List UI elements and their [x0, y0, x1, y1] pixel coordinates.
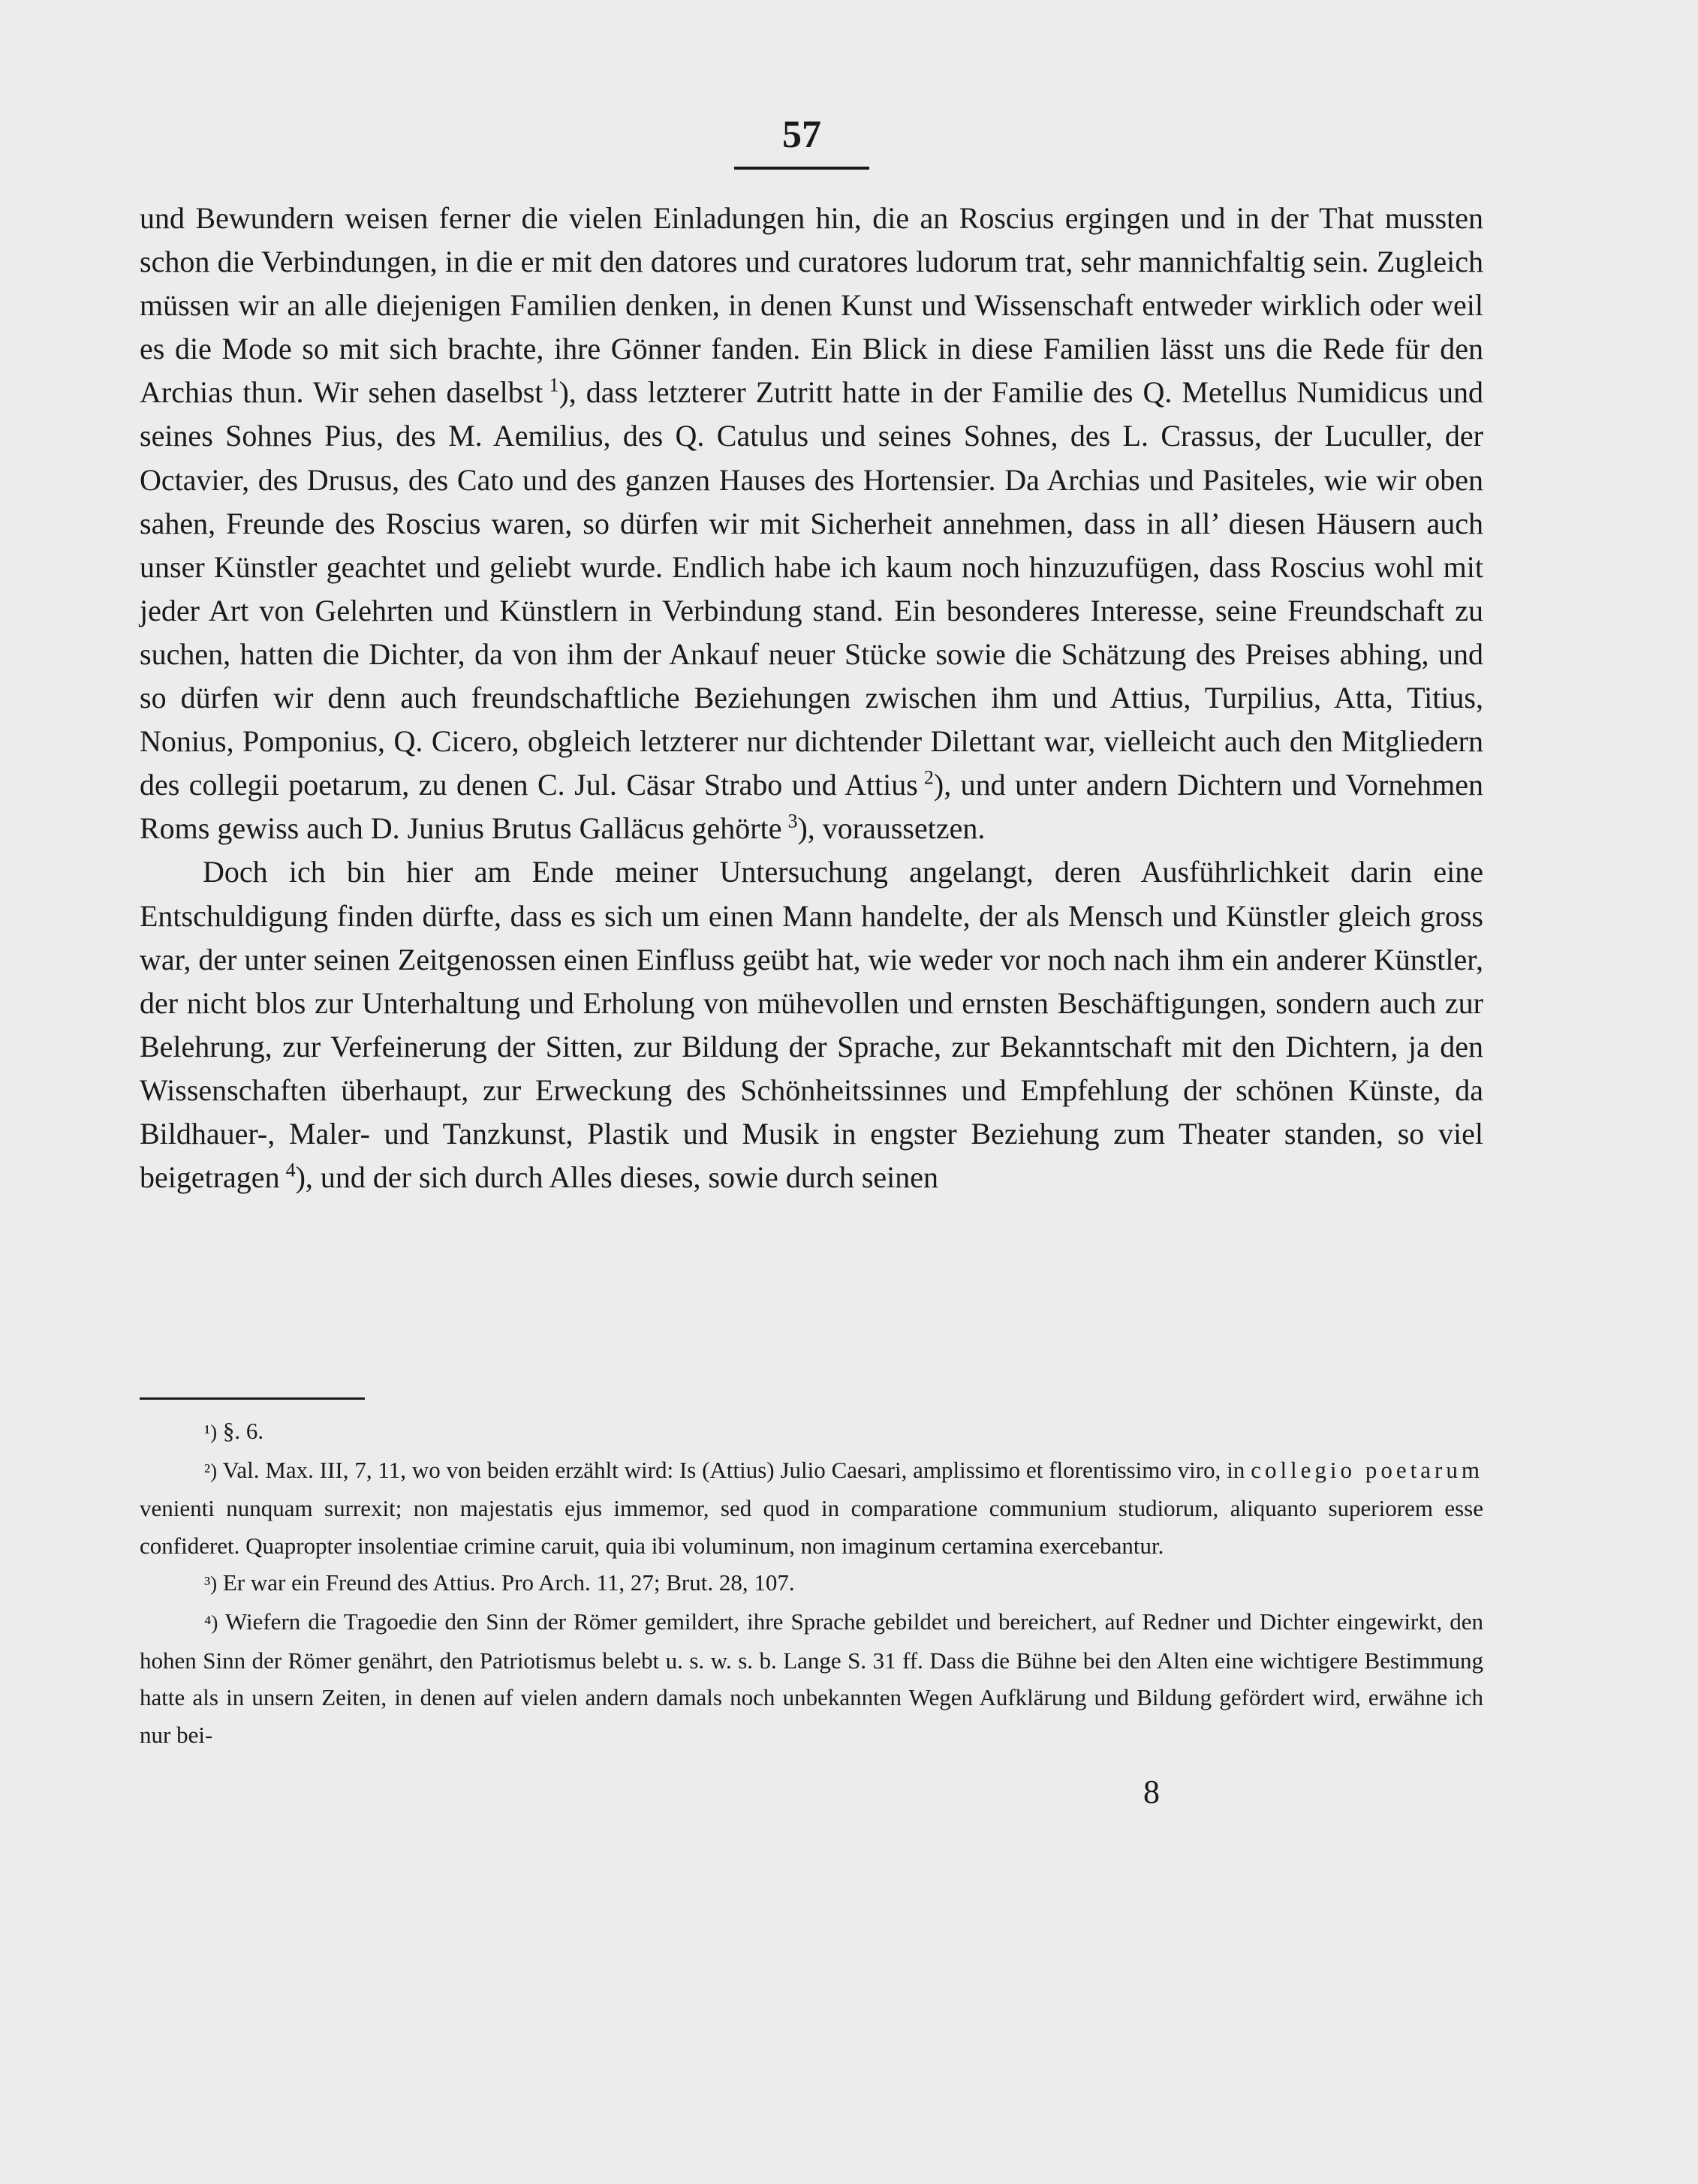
paragraph-text: ), und der sich durch Alles dieses, sowie durch seinen	[295, 1160, 939, 1195]
footnote	[140, 1412, 1483, 1451]
paragraph-text: Doch ich bin hier am Ende meiner Untersuchung angelangt, deren Ausführlichkeit darin eine Entschuldigung finden dürfte, dass es sich um einen Mann handelte, der als Mensch und Künstler gleich gross war, der unter seinen Zeitgenossen einen Einfluss geübt hat, wie weder vor noch nach ihm ein anderer Künstler, der nicht blos zur Unterhaltung und Erholung von mühevollen und ernsten Beschäftigungen, sondern auch zur Belehrung, zur Verfeinerung der Sitten, zur Bildung der Sprache, zur Bekanntschaft mit den Dichtern, ja den Wissenschaften überhaupt, zur Erweckung des Schönheitssinnes und Empfehlung der schönen Künste, da Bildhauer-, Maler- und Tanzkunst, Plastik und Musik in engster Beziehung zum Theater standen, so viel beigetragen	[140, 855, 1483, 1195]
signature-mark: 8	[1143, 1773, 1160, 1810]
footnote-text: Val. Max. III, 7, 11, wo von beiden erzählt wird: Is (Attius) Julio Caesari, amplissimo et florentissimo viro, in	[222, 1456, 1245, 1483]
footnote	[140, 1564, 1483, 1603]
paragraph	[140, 850, 1483, 1199]
footnote	[140, 1451, 1483, 1565]
main-text	[140, 197, 1483, 1199]
footnote-reference: 4	[285, 1159, 296, 1181]
paragraph	[140, 197, 1483, 850]
footnote-text: §. 6.	[222, 1418, 264, 1444]
paragraph-text: ), voraussetzen.	[797, 811, 986, 846]
footnote	[140, 1603, 1483, 1753]
footnote-reference: 2	[923, 766, 934, 789]
footnote-reference: 1	[549, 375, 559, 397]
footnote-marker: ⁴)	[204, 1611, 218, 1634]
footnote-separator	[140, 1397, 365, 1400]
footnotes	[140, 1412, 1483, 1753]
footnote-marker: ³)	[204, 1572, 218, 1596]
paragraph-text: ), und unter andern Dichtern und Vornehmen Roms gewiss auch D. Junius Brutus Galläcus gehörte	[140, 768, 1483, 846]
footnote-text: Wiefern die Tragoedie den Sinn der Römer gemildert, ihre Sprache gebildet und bereichert, auf Redner und Dichter eingewirkt, den hohen Sinn der Römer genährt, den Patriotismus belebt u. s. w. s. b. Lange S. 31 ff. Dass die Bühne bei den Alten eine wichtigere Bestimmung hatte als in unsern Zeiten, in denen auf vielen andern damals noch unbekannten Wegen Aufklärung und Bildung gefördert wird, erwähne ich nur bei-	[140, 1608, 1483, 1748]
page-number: 57	[782, 113, 821, 156]
footnote-text: venienti nunquam surrexit; non majestatis ejus immemor, sed quod in comparatione communium studiorum, aliquanto superiorem esse confideret. Quapropter insolentiae crimine caruit, quia ibi voluminum, non imaginum certamina exercebantur.	[140, 1495, 1483, 1559]
footnote-text: Er war ein Freund des Attius. Pro Arch. 11, 27; Brut. 28, 107.	[222, 1569, 795, 1596]
footnote-reference: 3	[787, 810, 798, 832]
page-number-underline	[734, 167, 869, 170]
paragraph-text: ), dass letzterer Zutritt hatte in der Familie des Q. Metellus Numidicus und seines Sohnes Pius, des M. Aemilius, des Q. Catulus und seines Sohnes, des L. Crassus, der Luculler, der Octavier, des Drusus, des Cato und des ganzen Hauses des Hortensier. Da Archias und Pasiteles, wie wir oben sahen, Freunde des Roscius waren, so dürfen wir mit Sicherheit annehmen, dass in all’ diesen Häusern auch unser Künstler geachtet und geliebt wurde. Endlich habe ich kaum noch hinzuzufügen, dass Roscius wohl mit jeder Art von Gelehrten und Künstlern in Verbindung stand. Ein besonderes Interesse, seine Freundschaft zu suchen, hatten die Dichter, da von ihm der Ankauf neuer Stücke sowie die Schätzung des Preises abhing, und so dürfen wir denn auch freundschaftliche Beziehungen zwischen ihm und Attius, Turpilius, Atta, Titius, Nonius, Pomponius, Q. Cicero, obgleich letzterer nur dichtender Dilettant war, vielleicht auch den Mitgliedern des collegii poetarum, zu denen C. Jul. Cäsar Strabo und Attius	[140, 375, 1484, 802]
footnote-marker: ²)	[204, 1459, 218, 1482]
paragraph-text: und Bewundern weisen ferner die vielen Einladungen hin, die an Roscius ergingen und in der That mussten schon die Verbindungen, in die er mit den datores und curatores ludorum trat, sehr mannichfaltig sein. Zugleich müssen wir an alle diejenigen Familien denken, in denen Kunst und Wissenschaft entweder wirklich oder weil es die Mode so mit sich brachte, ihre Gönner fanden. Ein Blick in diese Familien lässt uns die Rede für den Archias thun. Wir sehen daselbst	[140, 201, 1483, 410]
footnote-text-spaced: collegio poetarum	[1251, 1456, 1483, 1483]
footnote-marker: ¹)	[204, 1421, 218, 1443]
